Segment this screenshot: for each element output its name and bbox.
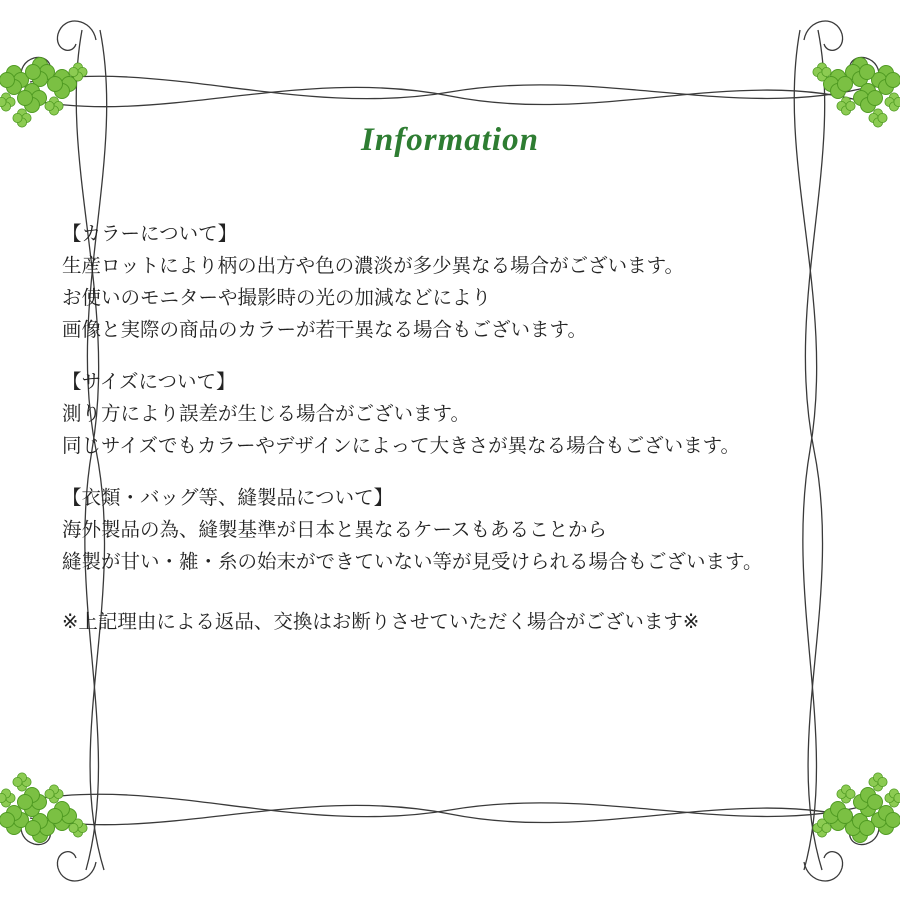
section-size [62,366,852,462]
section-sewn-products [62,482,852,578]
footnote [62,606,852,638]
section-color-line-2: お使いのモニターや撮影時の光の加減などにより [62,286,492,309]
section-sewn-line-1: 海外製品の為、縫製基準が日本と異なるケースもあることから [62,518,608,541]
section-sewn-heading: 【衣類・バッグ等、縫製品について】 [62,486,394,509]
section-color [62,218,852,346]
section-color-heading: 【カラーについて】 [62,222,238,245]
section-size-line-2: 同じサイズでもカラーやデザインによって大きさが異なる場合もございます。 [62,434,741,457]
section-color-line-3: 画像と実際の商品のカラーが若干異なる場合もございます。 [62,318,587,341]
section-size-line-1: 測り方により誤差が生じる場合がございます。 [62,402,470,425]
section-size-heading: 【サイズについて】 [62,370,236,393]
information-body [62,218,852,638]
section-sewn-line-2: 縫製が甘い・雑・糸の始末ができていない等が見受けられる場合もございます。 [62,550,763,573]
section-color-line-1: 生産ロットにより柄の出方や色の濃淡が多少異なる場合がございます。 [62,254,685,277]
footnote-text: ※上記理由による返品、交換はお断りさせていただく場合がございます※ [62,610,700,633]
page-title: Information [361,122,539,158]
